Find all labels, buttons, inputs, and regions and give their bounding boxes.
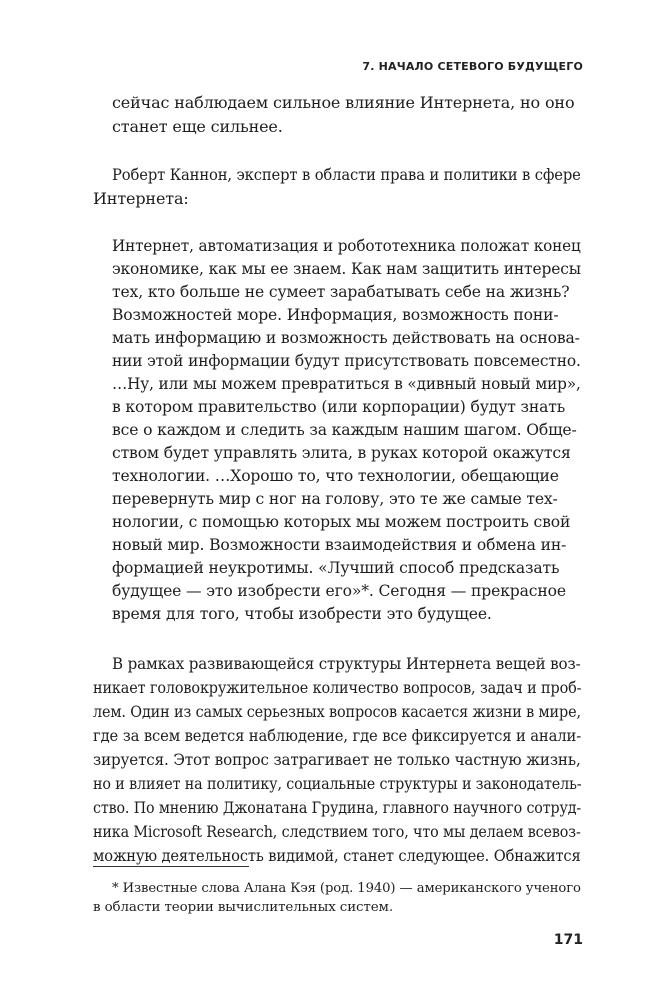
text-line: В рамках развивающейся структуры Интернета вещей воз-	[112, 654, 581, 673]
text-line: сейчас наблюдаем сильное влияние Интернета, но оно	[112, 93, 575, 112]
footnote-line: * Известные слова Алана Кэя (род. 1940) — американского ученого	[112, 881, 581, 896]
text-line: но и влияет на политику, социальные структуры и законодатель-	[93, 774, 582, 793]
quote-line: все о каждом и следить за каждым нашим шагом. Обще-	[112, 421, 577, 439]
quote-line: Интернет, автоматизация и робототехника положат конец	[112, 237, 581, 255]
quote-line: будущее — это изобрести его»*. Сегодня — прекрасное	[112, 582, 566, 600]
quote-line: время для того, чтобы изобрести это будущее.	[112, 605, 492, 623]
quote-line: ством будет управлять элита, в руках которой окажутся	[112, 444, 571, 462]
text-line: ство. По мнению Джонатана Грудина, главного научного сотруд-	[93, 798, 582, 817]
text-line: никает головокружительное количество вопросов, задач и проб-	[93, 678, 582, 697]
text-line: Роберт Каннон, эксперт в области права и политики в сфере	[112, 165, 581, 184]
quote-line: Возможностей море. Информация, возможность пони-	[112, 306, 559, 324]
text-line: Интернета:	[93, 189, 189, 208]
quote-line: …Ну, или мы можем превратиться в «дивный новый мир»,	[112, 375, 581, 393]
text-line: зируется. Этот вопрос затрагивает не только частную жизнь,	[93, 750, 581, 769]
quote-line: перевернуть мир с ног на голову, это те же самые тех-	[112, 490, 558, 508]
text-line: где за всем ведется наблюдение, где все фиксируется и анали-	[93, 726, 582, 745]
footnote-line: в области теории вычислительных систем.	[93, 900, 394, 915]
quote-line: экономике, как мы ее знаем. Как нам защитить интересы	[112, 260, 581, 278]
quote-line: нологии, с помощью которых мы можем построить свой	[112, 513, 571, 531]
footnote-divider	[93, 866, 249, 867]
quote-line: нии этой информации будут присутствовать повсеместно.	[112, 352, 581, 370]
quote-line: новый мир. Возможности взаимодействия и обмена ин-	[112, 536, 567, 554]
text-line: можную деятельность видимой, станет следующее. Обнажится	[93, 846, 581, 865]
text-line: ника Microsoft Research, следствием того, что мы делаем всевоз-	[93, 822, 581, 841]
text-line: станет еще сильнее.	[112, 117, 283, 136]
quote-line: в котором правительство (или корпорации) будут знать	[112, 398, 566, 416]
quote-line: формацией неукротимы. «Лучший способ предсказать	[112, 559, 560, 577]
running-header: 7. НАЧАЛО СЕТЕВОГО БУДУЩЕГО	[362, 60, 583, 73]
text-line: лем. Один из самых серьезных вопросов касается жизни в мире,	[93, 702, 581, 721]
quote-line: технологии. …Хорошо то, что технологии, обещающие	[112, 467, 559, 485]
page-number: 171	[553, 932, 583, 948]
quote-line: тех, кто больше не сумеет зарабатывать себе на жизнь?	[112, 283, 570, 301]
quote-line: мать информацию и возможность действовать на основа-	[112, 329, 580, 347]
